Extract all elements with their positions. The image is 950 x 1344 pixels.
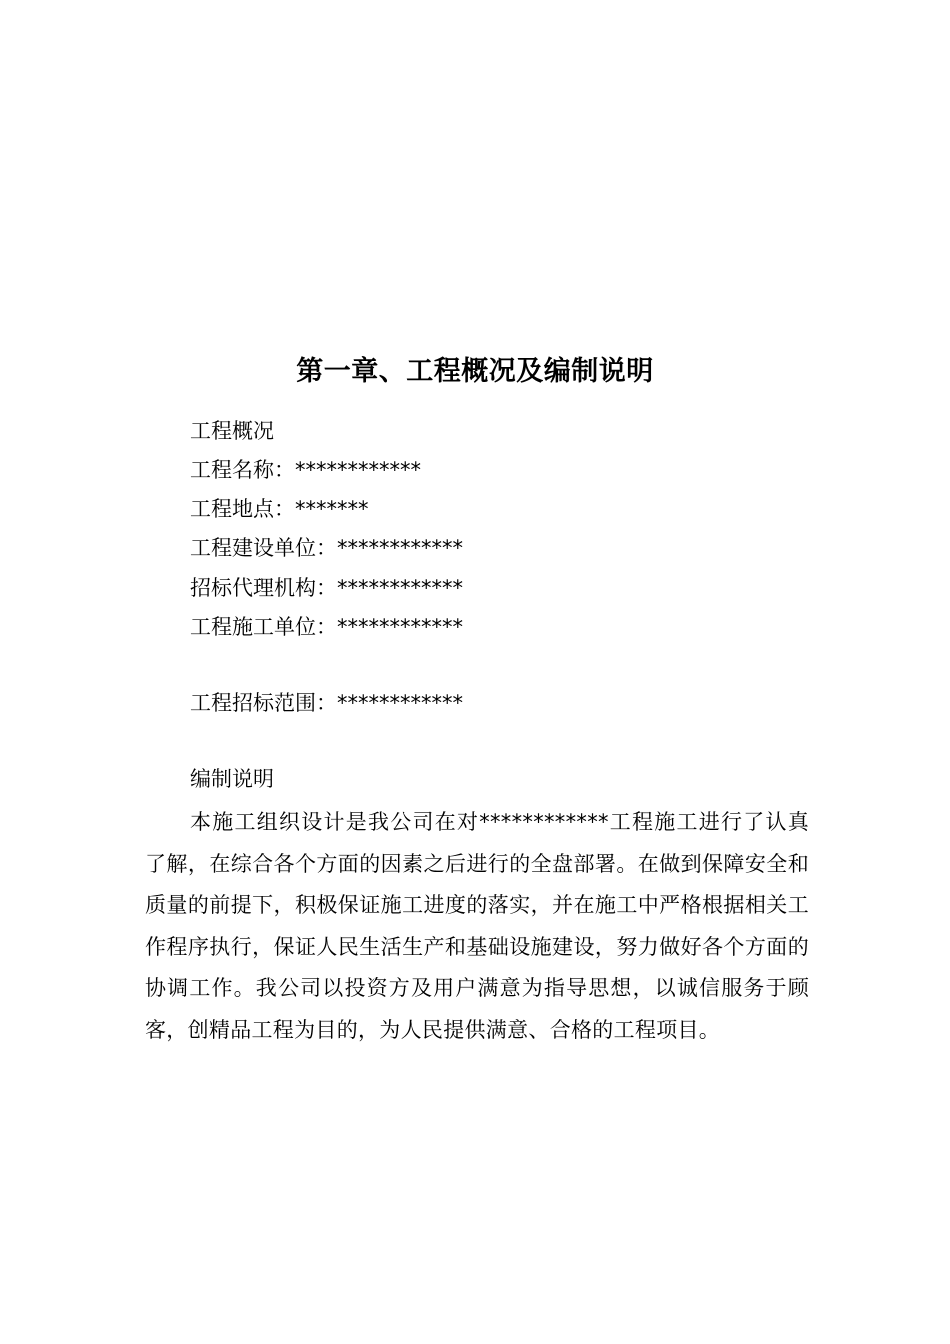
construction-contractor: 工程施工单位：************ [190, 615, 463, 639]
tender-scope: 工程招标范围：************ [190, 691, 463, 715]
compilation-heading: 编制说明 [190, 767, 274, 791]
project-client: 工程建设单位：************ [190, 536, 463, 560]
tender-agency: 招标代理机构：************ [190, 576, 463, 600]
project-name: 工程名称：************ [190, 458, 421, 482]
project-location: 工程地点：******* [190, 497, 369, 521]
compilation-paragraph: 本施工组织设计是我公司在对************工程施工进行了认真了解，在综合各个方面的因素之后进行的全盘部署。在做到保障安全和质量的前提下，积极保证施工进度的落实，并在施工中严格根据相关工作程序执行，保证人民生活生产和基础设施建设，努力做好各个方面的协调工作。我公司以投资方及用户满意为指导思想，以诚信服务于顾客，创精品工程为目的，为人民提供满意、合格的工程项目。 [145, 810, 809, 1042]
chapter-title: 第一章、工程概况及编制说明 [296, 356, 654, 387]
overview-heading: 工程概况 [190, 419, 274, 443]
